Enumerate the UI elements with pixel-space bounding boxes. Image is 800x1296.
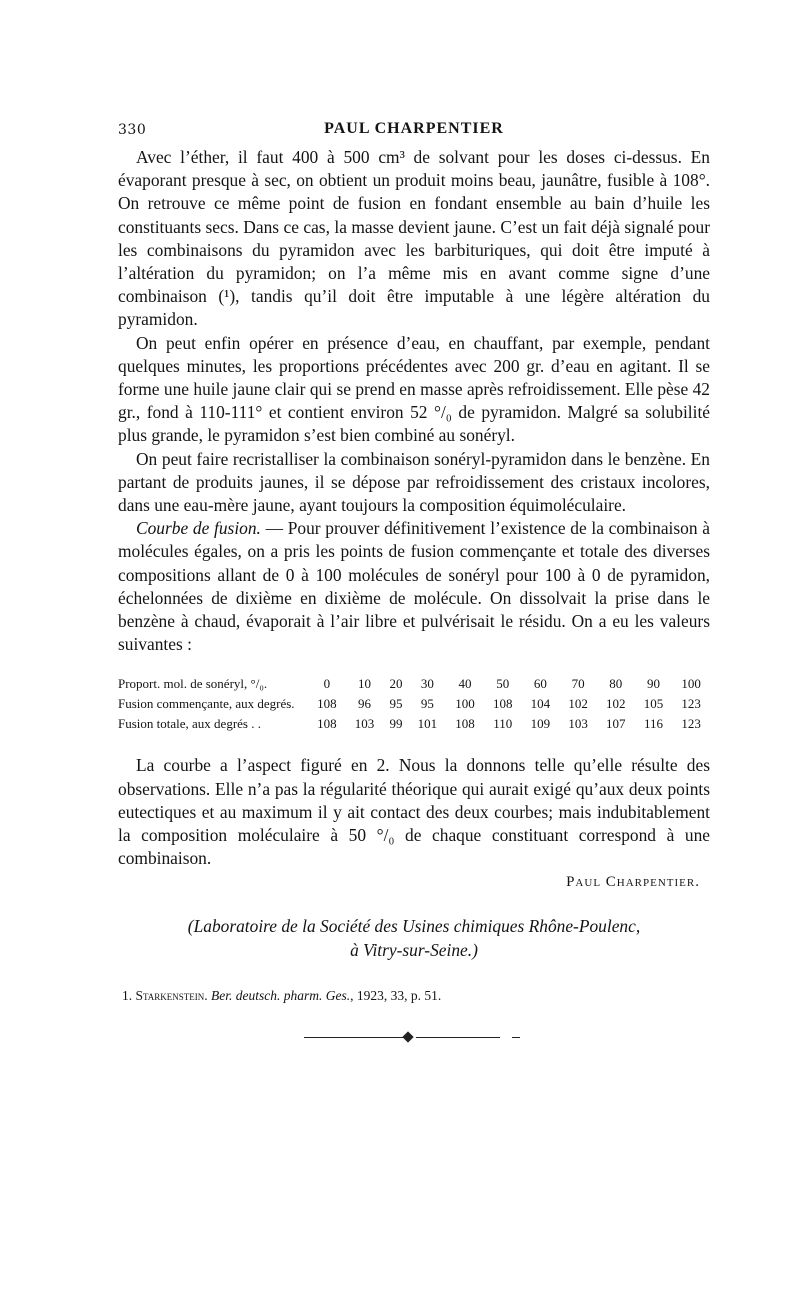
table-cell: 95	[420, 696, 434, 712]
page-header	[118, 120, 710, 146]
table-cell: 102	[606, 696, 626, 712]
table-cell: 123	[681, 696, 701, 712]
table-cell: 10	[358, 676, 372, 692]
table-row-label: Proport. mol. de sonéryl, °/₀.	[118, 676, 268, 692]
end-ornament	[294, 1032, 534, 1044]
paragraph-1: Avec l’éther, il faut 400 à 500 cm³ de solvant pour les doses ci-dessus. En évaporant presque à sec, on obtient un produit moins beau, jaunâtre, fusible à 108°. On retrouve ce même point de fusion en fondant ensemble au bain d’huile les constituants secs. Dans ce cas, la masse devient jaune. C’est un fait déjà signalé pour les combinaisons du pyramidon avec les barbituriques, qui doit être imputé à l’altération du pyramidon; on l’a même mis en avant comme signe d’une combinaison (¹), tandis qu’il doit être imputable à une légère altération du pyramidon.	[118, 147, 710, 330]
table-cell: 100	[455, 696, 475, 712]
courbe-text: — Pour prouver définitivement l’existence de la combinaison à molécules égales, on a pris les points de fusion commençante et totale des diverses compositions allant de 0 à 100 molécules de sonéryl pour 100 à 0 de pyramidon, échelonnées de dixième en dixième de molécule. On dissolvait la prise dans le benzène à chaud, évaporait à l’air libre et pulvérisait le résidu. On a eu les valeurs suivantes :	[118, 518, 710, 655]
table-cell: 116	[643, 716, 663, 732]
diamond-icon	[402, 1031, 413, 1042]
author-signature: Paul Charpentier.	[566, 874, 700, 891]
table-cell: 0	[323, 676, 331, 692]
table-cell: 60	[533, 676, 547, 692]
table-row-label: Fusion totale, aux degrés . .	[118, 716, 261, 732]
running-title: PAUL CHARPENTIER	[324, 120, 504, 137]
melting-point-table	[118, 674, 710, 734]
conclusion-block	[118, 754, 710, 870]
table-row	[118, 694, 710, 714]
body-text	[118, 146, 710, 656]
table-cell: 123	[681, 716, 701, 732]
laboratory-line-2: à Vitry-sur-Seine.)	[350, 939, 478, 960]
table-cell: 104	[530, 696, 551, 712]
footnote-author: Starkenstein.	[135, 987, 208, 1003]
paragraph-courbe	[118, 517, 710, 656]
footnote-journal: Ber. deutsch. pharm. Ges.	[211, 987, 351, 1003]
table-cell: 20	[389, 676, 403, 692]
table-cell: 108	[317, 716, 337, 732]
table-cell: 99	[389, 716, 403, 732]
laboratory-affiliation	[118, 915, 710, 961]
table-cell: 107	[606, 716, 626, 732]
page-number: 330	[118, 122, 147, 138]
table-cell: 100	[681, 676, 701, 692]
table-cell: 95	[389, 696, 403, 712]
table-cell: 103	[568, 716, 588, 732]
table-cell: 50	[496, 676, 510, 692]
page	[118, 120, 710, 1044]
table-cell: 30	[420, 676, 434, 692]
table-cell: 102	[568, 696, 588, 712]
table-cell: 70	[571, 676, 585, 692]
table-cell: 96	[358, 696, 372, 712]
table-cell: 105	[643, 696, 664, 712]
table-row	[118, 674, 710, 694]
table-cell: 80	[609, 676, 623, 692]
table-cell: 103	[354, 716, 375, 732]
table-cell: 108	[455, 716, 475, 732]
footnote-details: , 1923, 33, p. 51.	[350, 987, 442, 1003]
table-row	[118, 714, 710, 734]
paragraph-2: On peut enfin opérer en présence d’eau, en chauffant, par exemple, pendant quelques minutes, les proportions précédentes avec 200 gr. d’eau en agitant. Il se forme une huile jaune clair qui se prend en masse après refroidissement. Elle pèse 42 gr., fond à 110-111° et contient environ 52 °/₀ de pyramidon. Malgré sa solubilité plus grande, le pyramidon s’est bien combiné au sonéryl.	[118, 332, 710, 446]
table-cell: 109	[530, 716, 551, 732]
laboratory-line-1: (Laboratoire de la Société des Usines chimiques Rhône-Poulenc,	[187, 916, 641, 937]
table-row-label: Fusion commençante, aux degrés.	[118, 696, 295, 712]
table-cell: 90	[646, 676, 660, 692]
conclusion-paragraph: La courbe a l’aspect figuré en 2. Nous la donnons telle qu’elle résulte des observations. Elle n’a pas la régularité théorique qui aurait exigé qu’aux deux points eutectiques et au maximum il y ait contact des deux courbes; mais indubitablement la composition moléculaire à 50 °/₀ de chaque constituant correspond à une combinaison.	[118, 755, 710, 869]
footnote-number: 1.	[122, 987, 133, 1003]
section-title-courbe: Courbe de fusion.	[136, 518, 261, 539]
table-cell: 101	[417, 716, 438, 732]
table-cell: 40	[458, 676, 472, 692]
paragraph-3: On peut faire recristalliser la combinaison sonéryl-pyramidon dans le benzène. En partant de produits jaunes, il se dépose par refroidissement des cristaux incolores, dans une eau-mère jaune, ayant toujours la composition équimoléculaire.	[118, 448, 710, 516]
table-cell: 110	[493, 716, 513, 732]
footnote	[118, 988, 710, 1004]
table-cell: 108	[317, 696, 337, 712]
table-cell: 108	[492, 696, 513, 712]
